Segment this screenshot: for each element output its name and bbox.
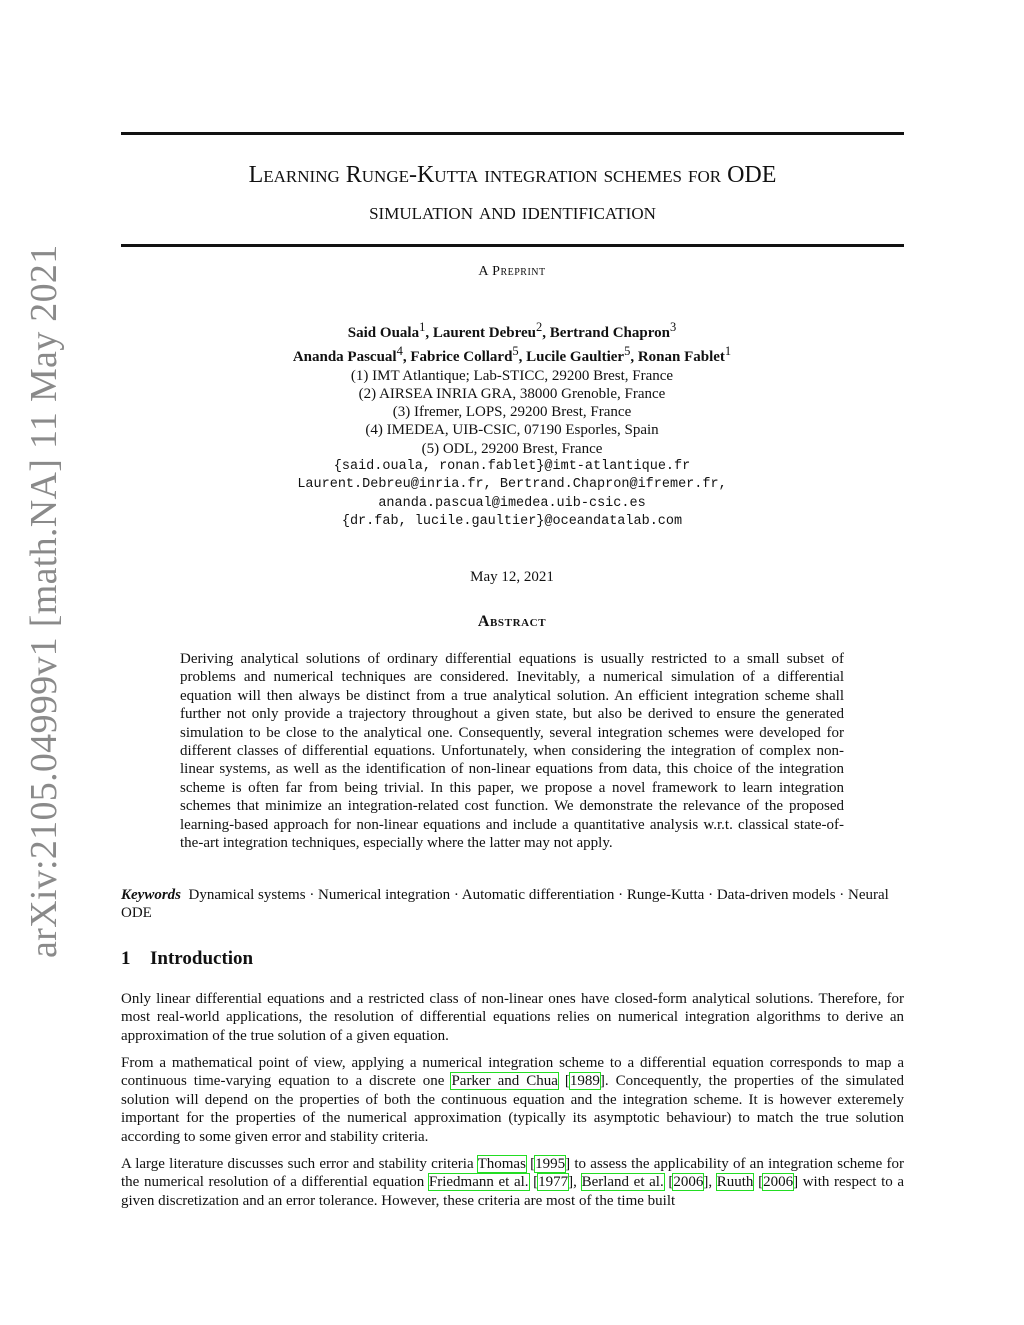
author-name: Fabrice Collard: [410, 349, 513, 366]
keywords-block: [121, 886, 904, 922]
email-line: ananda.pascual@imedea.uib-csic.es: [378, 495, 646, 511]
citation-link[interactable]: Parker and Chua: [451, 1073, 558, 1090]
affiliation-line: (1) IMT Atlantique; Lab-STICC, 29200 Brest, France: [350, 367, 674, 384]
abstract-heading: Abstract: [477, 613, 547, 630]
title-line-1: Learning Runge-Kutta integration schemes for ODE: [248, 162, 777, 188]
paragraph-text: with respect to a given discretization and an error tolerance. However, these criteria are most of the time built: [121, 1174, 905, 1209]
author-line-2: Ananda Pascual$^4$, Fabrice Collard$^5$, Lucile Gaultier$^5$, Ronan Fablet$^1$: [292, 344, 732, 366]
citation-year-link[interactable]: 2006: [763, 1174, 794, 1191]
author-affil-sup: 4: [396, 344, 403, 359]
citation-link[interactable]: Thomas: [477, 1156, 526, 1172]
citation-link[interactable]: Friedmann et al.: [428, 1174, 529, 1191]
preprint-label: A Preprint: [478, 264, 546, 279]
author-affil-sup: 5: [624, 344, 631, 359]
author-affil-sup: 1: [419, 320, 426, 334]
author-line-1: Said Ouala$^1$, Laurent Debreu$^2$, Bertrand Chapron$^3$: [347, 320, 677, 341]
citation-link[interactable]: Ruuth: [716, 1174, 754, 1191]
affiliation-line: (4) IMEDEA, UIB-CSIC, 07190 Esporles, Spain: [365, 422, 659, 439]
author-name: Laurent Debreu: [432, 325, 537, 341]
author-block: [0, 318, 1024, 531]
affiliation-line: (5) ODL, 29200 Brest, France: [421, 440, 603, 457]
keywords-label: Keywords: [121, 887, 181, 903]
title-line-2: simulation and identification: [369, 199, 656, 225]
paragraph-text: . Concequently, the properties of the simulated solution will depend on the properties of both the continuous equation and the integration scheme. It is however exteremely important for the properties of the numerical approximation (typically its asymptotic behaviour) to match the true solution according to some given error and stability criteria.: [121, 1073, 905, 1145]
intro-paragraph-3: A large literature discusses such error and stability criteria Thomas [1995] to assess the applicability of an integration scheme for the numerical resolution of a differential equation Friedmann et al. [1977], Berland et al. [2006], Ruuth [2006] with respect to a given discretization and an error tolerance. However, these criteria are most of the time built: [121, 1156, 905, 1209]
author-affil-sup: 3: [669, 320, 677, 334]
author-name: Lucile Gaultier: [526, 349, 625, 366]
author-name: Ananda Pascual: [292, 349, 397, 366]
title-rule-top: [121, 132, 904, 135]
keywords-text: Dynamical systems · Numerical integration · Automatic differentiation · Runge-Kutta · Data-driven models · Neural ODE: [121, 887, 889, 921]
citation-link[interactable]: Berland et al.: [581, 1174, 664, 1191]
intro-paragraph-2: From a mathematical point of view, applying a numerical integration scheme to a differential equation corresponds to map a continuous time-varying equation to a discrete one Parker and Chua [1989]. Concequently, the properties of the simulated solution will depend on the properties of both the continuous equation and the integration scheme. It is however exteremely important for the properties of the numerical approximation (typically its asymptotic behaviour) to match the true solution according to some given error and stability criteria.: [121, 1055, 905, 1145]
citation-year-link[interactable]: 1995: [535, 1156, 566, 1172]
paragraph-text: From a mathematical point of view, applying a numerical integration scheme to a differential equation corresponds to map a continuous time-varying equation to a discrete one: [121, 1055, 904, 1090]
author-affil-sup: 1: [724, 344, 732, 359]
email-line: {dr.fab, lucile.gaultier}@oceandatalab.com: [341, 513, 683, 529]
paper-date: May 12, 2021: [470, 569, 554, 585]
citation-year-link[interactable]: 1977: [538, 1174, 569, 1191]
title-rule-bottom: [121, 244, 904, 247]
abstract-text: Deriving analytical solutions of ordinary differential equations is usually restricted to a small subset of problems and numerical techniques are considered. Inevitably, a numerical simulation of a differential equation will then always be distinct from a true analytical solution. An efficient integration scheme shall further not only provide a trajectory throughout a given state, but also be derived to ensure the generated simulation to be close to the analytical one. Consequently, several integration schemes were developed for different classes of differential equations. Unfortunately, when considering the integration of complex non-linear systems, as well as the identification of non-linear equations from data, this choice of the integration scheme is often far from being trivial. In this paper, we propose a novel framework to learn integration schemes that minimize an integration-related cost function. We demonstrate the relevance of the proposed learning-based approach for non-linear equations and include a quantitative analysis w.r.t. classical state-of-the-art integration techniques, especially where the latter may not apply.: [180, 651, 844, 852]
citation-year-link[interactable]: 2006: [673, 1174, 704, 1191]
email-line: Laurent.Debreu@inria.fr, Bertrand.Chapron@ifremer.fr,: [297, 477, 727, 493]
intro-paragraph-1: Only linear differential equations and a restricted class of non-linear ones have closed-form analytical solutions. Therefore, for most real-world applications, the resolution of differential equations relies on numerical integration algorithms to derive an approximation of the true solution of a given equation.: [121, 991, 904, 1044]
affiliation-line: (2) AIRSEA INRIA GRA, 38000 Grenoble, France: [358, 385, 666, 402]
section-number: 1: [121, 948, 131, 969]
section-heading: [121, 948, 253, 970]
author-name: Said Ouala: [347, 325, 420, 341]
paragraph-text: to assess the applicability of an integration scheme for the numerical resolution of a differential equation: [121, 1156, 904, 1191]
author-affil-sup: 5: [512, 344, 519, 359]
author-name: Bertrand Chapron: [549, 325, 670, 341]
author-affil-sup: 2: [536, 320, 543, 334]
section-title: Introduction: [150, 948, 254, 969]
citation-year-link[interactable]: 1989: [569, 1073, 600, 1090]
affiliation-line: (3) Ifremer, LOPS, 29200 Brest, France: [392, 404, 632, 421]
author-name: Ronan Fablet: [637, 349, 725, 366]
paragraph-text: A large literature discusses such error and stability criteria: [121, 1156, 478, 1172]
arxiv-stamp: arXiv:2105.04999v1 [math.NA] 11 May 2021: [23, 244, 65, 958]
email-line: {said.ouala, ronan.fablet}@imt-atlantique.fr: [333, 459, 691, 475]
